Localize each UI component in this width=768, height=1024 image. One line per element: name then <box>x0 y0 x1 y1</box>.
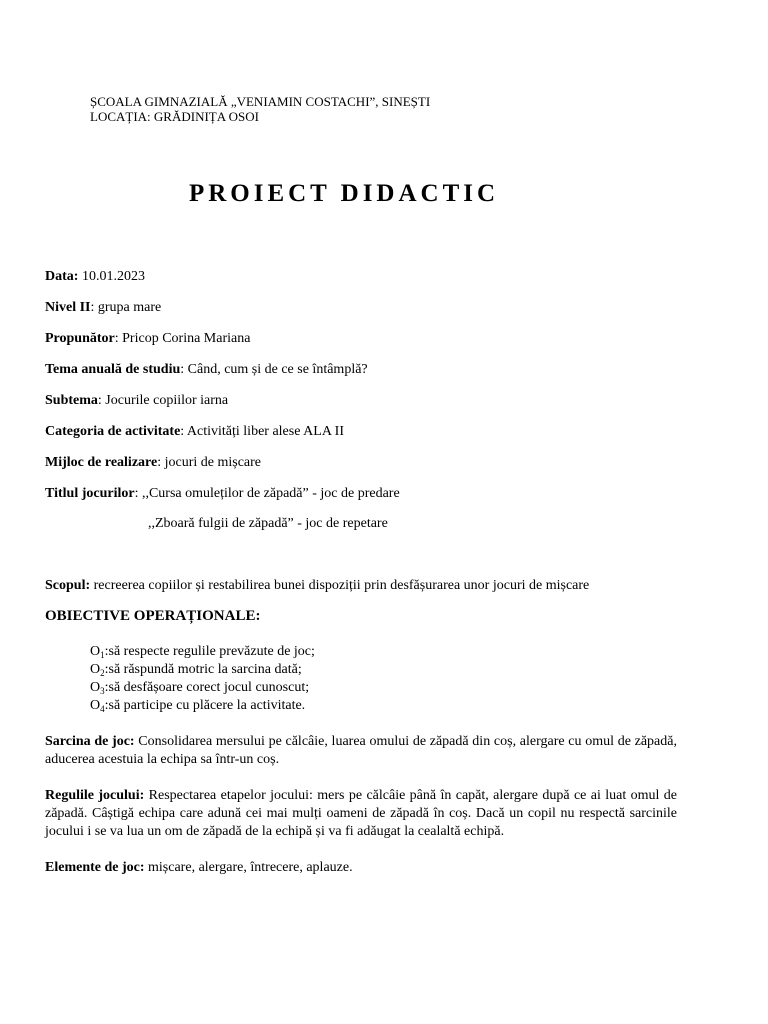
sarcina-label: Sarcina de joc: <box>45 734 135 749</box>
sarcina-paragraph <box>45 733 677 769</box>
regulile-label: Regulile jocului: <box>45 788 145 803</box>
objective-text: :să participe cu plăcere la activitate. <box>104 698 306 713</box>
elemente-text: mișcare, alergare, întrecere, aplauze. <box>144 860 353 875</box>
objective-item <box>90 644 315 660</box>
field-nivel <box>45 300 161 316</box>
objective-sub: 1 <box>100 650 105 660</box>
field-nivel-label: Nivel II <box>45 300 91 315</box>
regulile-paragraph <box>45 787 677 841</box>
field-tema-label: Tema anuală de studiu <box>45 362 181 377</box>
objective-sub: 2 <box>100 668 105 678</box>
field-subtema-label: Subtema <box>45 393 98 408</box>
field-titlul <box>45 486 400 502</box>
objective-sub: 3 <box>100 686 105 696</box>
field-data <box>45 269 145 285</box>
field-titlul-value-2: ,,Zboară fulgii de zăpadă” - joc de repetare <box>148 516 388 531</box>
objective-code: O <box>90 644 101 659</box>
objective-code: O <box>90 680 101 695</box>
field-titlul-label: Titlul jocurilor <box>45 486 135 501</box>
field-categoria <box>45 424 344 440</box>
field-data-label: Data: <box>45 269 79 284</box>
objective-item <box>90 680 309 696</box>
field-subtema-value: : Jocurile copiilor iarna <box>97 393 229 408</box>
objectives-heading: OBIECTIVE OPERAȚIONALE: <box>45 608 261 624</box>
field-categoria-value: : Activități liber alese ALA II <box>180 424 344 439</box>
objective-item <box>90 662 302 678</box>
field-propunator-label: Propunător <box>45 331 115 346</box>
objective-code: O <box>90 698 101 713</box>
objective-code: O <box>90 662 101 677</box>
objective-text: :să desfășoare corect jocul cunoscut; <box>104 680 310 695</box>
elemente-paragraph <box>45 859 677 877</box>
field-scopul <box>45 578 589 594</box>
field-nivel-value: : grupa mare <box>90 300 162 315</box>
field-scopul-value: recreerea copiilor și restabilirea bunei dispoziții prin desfășurarea unor jocuri de mișcare <box>90 578 590 593</box>
field-titlul-value-1: : ,,Cursa omuleților de zăpadă” - joc de predare <box>134 486 400 501</box>
objective-item <box>90 698 305 714</box>
regulile-text: Respectarea etapelor jocului: mers pe călcâie până în capăt, alergare după ce ai luat omul de zăpadă. Câștigă echipa care adună cei mai mulți oameni de zăpadă în coș. Dacă un copil nu respectă sarcinile jocului i se va lua un om de zăpadă de la echipă și va fi adăugat la cealaltă echipă. <box>45 788 677 839</box>
objective-sub: 4 <box>100 704 105 714</box>
field-tema <box>45 362 368 378</box>
field-mijloc-label: Mijloc de realizare <box>45 455 158 470</box>
field-categoria-label: Categoria de activitate <box>45 424 181 439</box>
field-propunator <box>45 331 250 347</box>
field-data-value: 10.01.2023 <box>78 269 145 284</box>
field-mijloc <box>45 455 261 471</box>
field-scopul-label: Scopul: <box>45 578 91 593</box>
field-propunator-value: : Pricop Corina Mariana <box>114 331 251 346</box>
field-tema-value: : Când, cum și de ce se întâmplă? <box>180 362 368 377</box>
school-name: ȘCOALA GIMNAZIALĂ „VENIAMIN COSTACHI”, SINEȘTI <box>90 94 431 109</box>
elemente-label: Elemente de joc: <box>45 860 145 875</box>
field-mijloc-value: : jocuri de mișcare <box>157 455 262 470</box>
objective-text: :să respecte regulile prevăzute de joc; <box>104 644 315 659</box>
sarcina-text: Consolidarea mersului pe călcâie, luarea omului de zăpadă din coș, alergare cu omul de zăpadă, aducerea acestuia la echipa sa într-un coș. <box>45 734 677 767</box>
objective-text: :să răspundă motric la sarcina dată; <box>104 662 302 677</box>
location: LOCAȚIA: GRĂDINIȚA OSOI <box>90 109 259 124</box>
page-title: PROIECT DIDACTIC <box>188 180 500 207</box>
field-subtema <box>45 393 228 409</box>
